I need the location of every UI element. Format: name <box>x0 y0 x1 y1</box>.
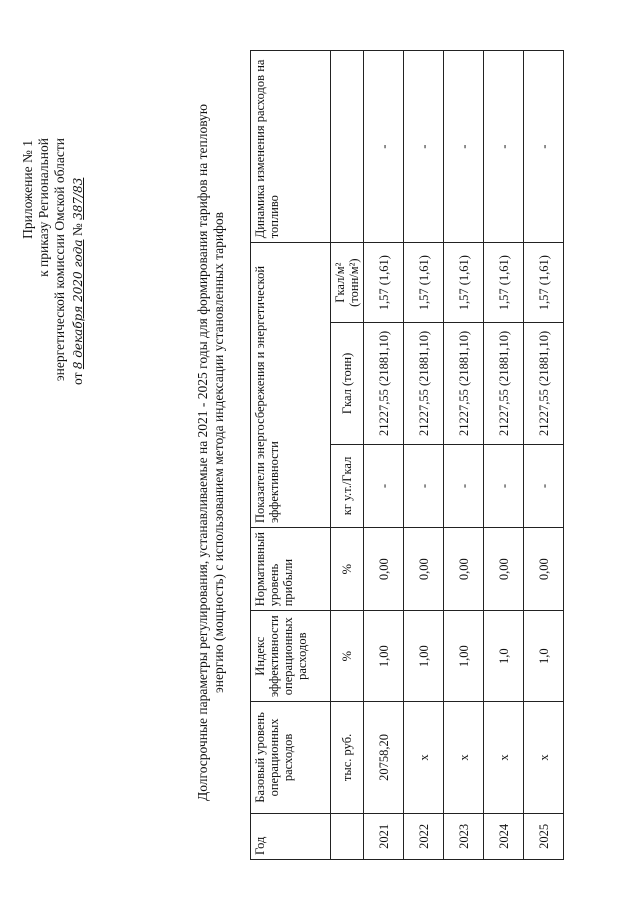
title-line-2: энергию (мощность) с использованием метода индексации установленных тарифов <box>211 211 226 694</box>
document-title <box>195 0 227 905</box>
appendix-date-line <box>70 0 86 385</box>
cell-fuel: - <box>404 51 444 243</box>
header-year: Год <box>251 813 331 859</box>
cell-base: х <box>404 702 444 814</box>
cell-gcal: 21227,55 (21881,10) <box>364 322 404 444</box>
table-units-row <box>331 51 364 860</box>
unit-kg: кг у.т./Гкал <box>331 444 364 527</box>
cell-profit: 0,00 <box>404 528 444 611</box>
handwritten-number: 387/83 <box>71 177 85 220</box>
appendix-line-1: Приложение № 1 <box>20 140 35 239</box>
header-efficiency-index: Индекс эффективности операционных расходов <box>251 611 331 702</box>
unit-profit: % <box>331 528 364 611</box>
table-row <box>364 51 404 860</box>
cell-base: х <box>524 702 564 814</box>
appendix-line-3: энергетической комиссии Омской области <box>52 138 67 382</box>
cell-kg: - <box>484 444 524 527</box>
cell-index: 1,0 <box>524 611 564 702</box>
cell-gcal: 21227,55 (21881,10) <box>444 322 484 444</box>
cell-base: х <box>484 702 524 814</box>
cell-base: х <box>444 702 484 814</box>
table-row <box>484 51 524 860</box>
cell-kg: - <box>524 444 564 527</box>
cell-profit: 0,00 <box>444 528 484 611</box>
table-row <box>444 51 484 860</box>
cell-profit: 0,00 <box>524 528 564 611</box>
cell-base: 20758,20 <box>364 702 404 814</box>
unit-index: % <box>331 611 364 702</box>
table-body <box>364 51 564 860</box>
header-energy-indicators: Показатели энергосбережения и энергетической эффективности <box>251 243 331 528</box>
unit-base: тыс. руб. <box>331 702 364 814</box>
appendix-line-2: к приказу Региональной <box>36 138 51 277</box>
cell-kg: - <box>444 444 484 527</box>
table-header-row <box>251 51 331 860</box>
cell-fuel: - <box>524 51 564 243</box>
cell-year: 2023 <box>444 813 484 859</box>
table-row <box>524 51 564 860</box>
cell-gcal-m2: 1,57 (1,61) <box>444 243 484 323</box>
cell-fuel: - <box>484 51 524 243</box>
cell-gcal-m2: 1,57 (1,61) <box>484 243 524 323</box>
cell-profit: 0,00 <box>364 528 404 611</box>
cell-gcal: 21227,55 (21881,10) <box>524 322 564 444</box>
cell-index: 1,00 <box>444 611 484 702</box>
cell-gcal-m2: 1,57 (1,61) <box>524 243 564 323</box>
cell-kg: - <box>364 444 404 527</box>
table-row <box>404 51 444 860</box>
header-profit-level: Нормативный уровень прибыли <box>251 528 331 611</box>
cell-gcal: 21227,55 (21881,10) <box>484 322 524 444</box>
cell-year: 2025 <box>524 813 564 859</box>
cell-index: 1,00 <box>364 611 404 702</box>
handwritten-date: 8 декабря 2020 года <box>71 239 85 370</box>
cell-year: 2022 <box>404 813 444 859</box>
date-prefix: от <box>70 372 85 385</box>
header-base-level: Базовый уровень операционных расходов <box>251 702 331 814</box>
cell-year: 2021 <box>364 813 404 859</box>
unit-gcal: Гкал (тонн) <box>331 322 364 444</box>
cell-profit: 0,00 <box>484 528 524 611</box>
cell-fuel: - <box>364 51 404 243</box>
header-fuel-dynamics: Динамика изменения расходов на топливо <box>251 51 331 243</box>
cell-fuel: - <box>444 51 484 243</box>
number-prefix: № <box>70 223 85 237</box>
unit-gcal-m2: Гкал/м² (тонн/м²) <box>331 243 364 323</box>
unit-year <box>331 813 364 859</box>
parameters-table <box>250 50 564 860</box>
cell-year: 2024 <box>484 813 524 859</box>
title-line-1: Долгосрочные параметры регулирования, устанавливаемые на 2021 - 2025 годы для формирования тарифов на тепловую <box>195 104 210 802</box>
cell-kg: - <box>404 444 444 527</box>
cell-gcal: 21227,55 (21881,10) <box>404 322 444 444</box>
cell-index: 1,00 <box>404 611 444 702</box>
unit-fuel <box>331 51 364 243</box>
cell-gcal-m2: 1,57 (1,61) <box>364 243 404 323</box>
cell-index: 1,0 <box>484 611 524 702</box>
cell-gcal-m2: 1,57 (1,61) <box>404 243 444 323</box>
